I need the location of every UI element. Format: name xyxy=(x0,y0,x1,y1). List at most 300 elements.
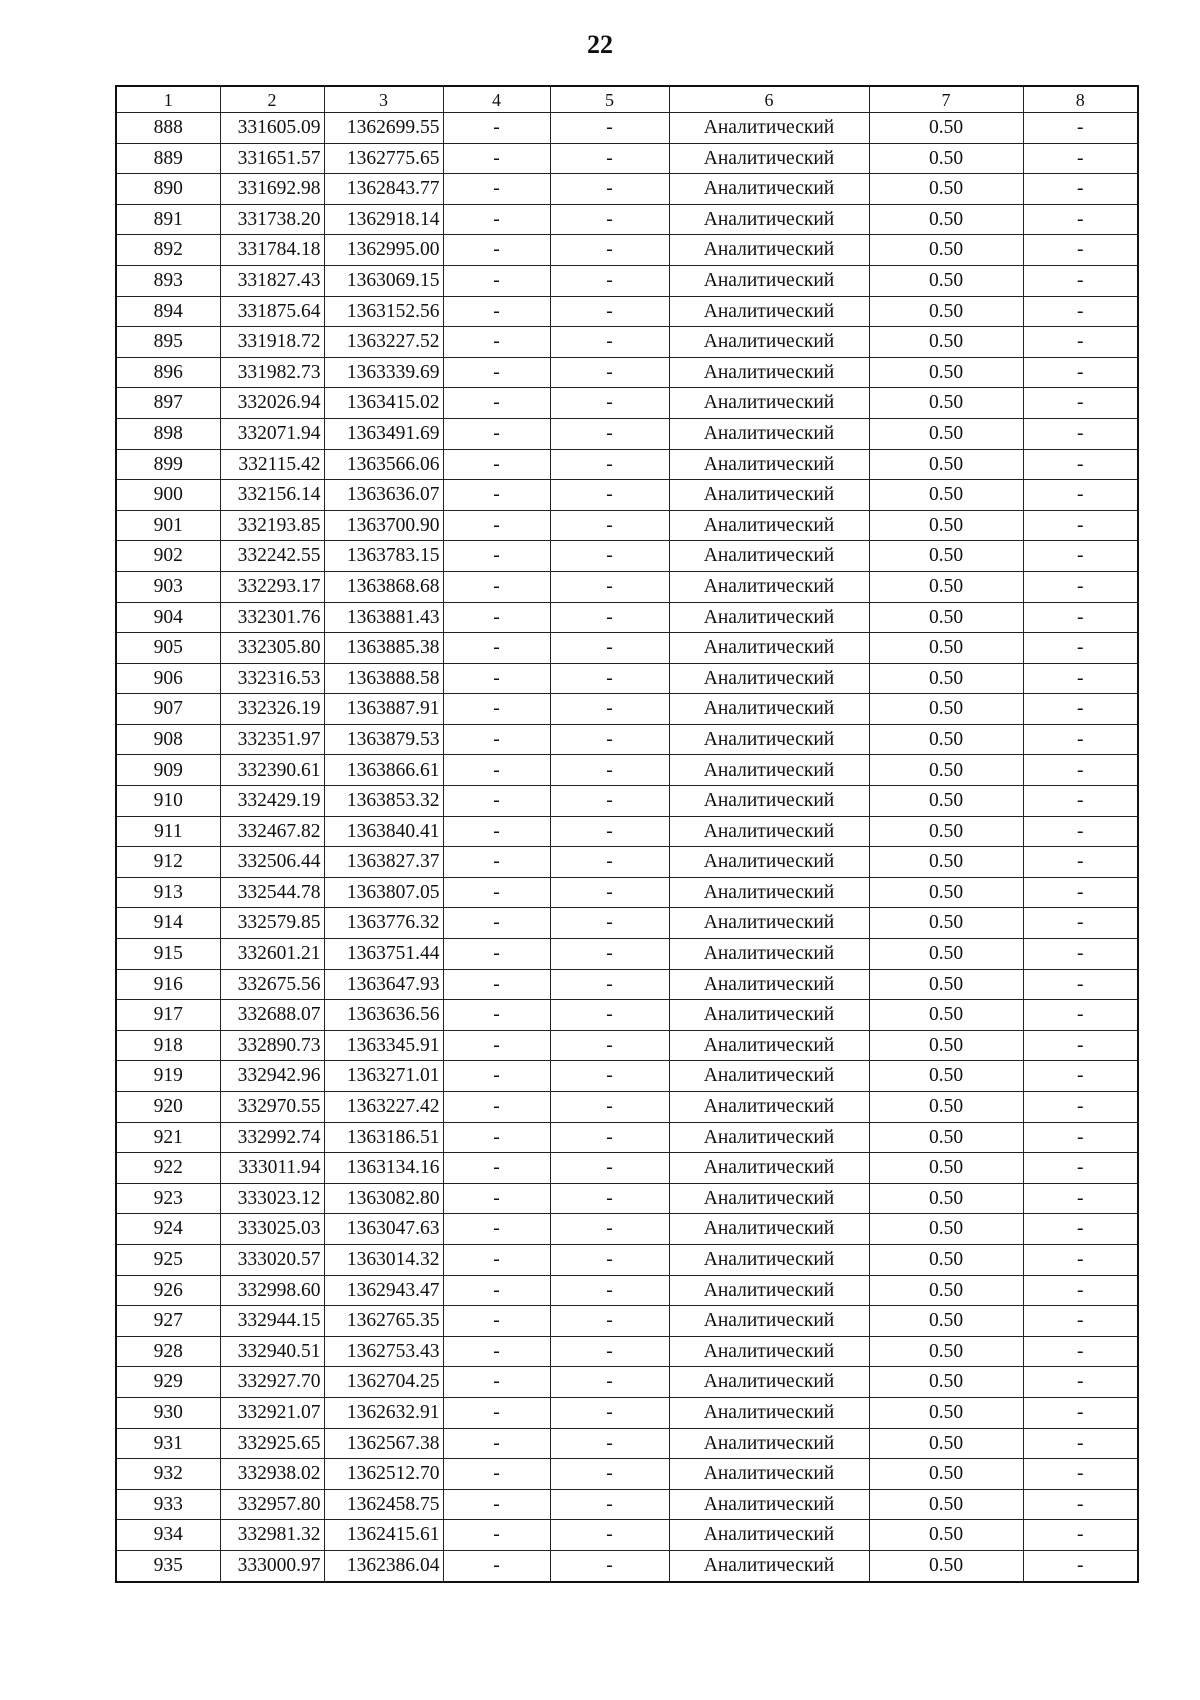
col5-cell: - xyxy=(550,1092,669,1123)
table-row xyxy=(116,265,1138,296)
table-row xyxy=(116,1153,1138,1184)
table-row xyxy=(116,143,1138,174)
x-coordinate-cell: 331651.57 xyxy=(220,143,324,174)
x-coordinate-cell: 331982.73 xyxy=(220,357,324,388)
col8-cell: - xyxy=(1023,1306,1138,1337)
col5-cell: - xyxy=(550,1122,669,1153)
col8-cell: - xyxy=(1023,908,1138,939)
column-header: 1 xyxy=(116,86,220,113)
x-coordinate-cell: 332544.78 xyxy=(220,877,324,908)
x-coordinate-cell: 332957.80 xyxy=(220,1489,324,1520)
point-number-cell: 934 xyxy=(116,1520,220,1551)
accuracy-cell: 0.50 xyxy=(869,786,1023,817)
accuracy-cell: 0.50 xyxy=(869,1214,1023,1245)
col5-cell: - xyxy=(550,969,669,1000)
col5-cell: - xyxy=(550,265,669,296)
y-coordinate-cell: 1363152.56 xyxy=(324,296,443,327)
col8-cell: - xyxy=(1023,1550,1138,1581)
accuracy-cell: 0.50 xyxy=(869,480,1023,511)
col5-cell: - xyxy=(550,388,669,419)
column-header: 5 xyxy=(550,86,669,113)
y-coordinate-cell: 1363339.69 xyxy=(324,357,443,388)
accuracy-cell: 0.50 xyxy=(869,755,1023,786)
col8-cell: - xyxy=(1023,1061,1138,1092)
point-number-cell: 902 xyxy=(116,541,220,572)
table-row xyxy=(116,786,1138,817)
point-number-cell: 915 xyxy=(116,939,220,970)
col8-cell: - xyxy=(1023,388,1138,419)
col5-cell: - xyxy=(550,1520,669,1551)
y-coordinate-cell: 1362943.47 xyxy=(324,1275,443,1306)
y-coordinate-cell: 1363271.01 xyxy=(324,1061,443,1092)
col5-cell: - xyxy=(550,1550,669,1581)
table-row xyxy=(116,388,1138,419)
col8-cell: - xyxy=(1023,235,1138,266)
accuracy-cell: 0.50 xyxy=(869,1183,1023,1214)
table-body xyxy=(116,113,1138,1582)
col8-cell: - xyxy=(1023,327,1138,358)
x-coordinate-cell: 333000.97 xyxy=(220,1550,324,1581)
col4-cell: - xyxy=(443,571,550,602)
y-coordinate-cell: 1363866.61 xyxy=(324,755,443,786)
x-coordinate-cell: 332688.07 xyxy=(220,1000,324,1031)
method-cell: Аналитический xyxy=(669,847,869,878)
y-coordinate-cell: 1363227.52 xyxy=(324,327,443,358)
y-coordinate-cell: 1363636.07 xyxy=(324,480,443,511)
table-row xyxy=(116,113,1138,144)
col8-cell: - xyxy=(1023,724,1138,755)
y-coordinate-cell: 1363827.37 xyxy=(324,847,443,878)
point-number-cell: 932 xyxy=(116,1459,220,1490)
table-row xyxy=(116,1000,1138,1031)
accuracy-cell: 0.50 xyxy=(869,816,1023,847)
method-cell: Аналитический xyxy=(669,908,869,939)
accuracy-cell: 0.50 xyxy=(869,449,1023,480)
x-coordinate-cell: 332992.74 xyxy=(220,1122,324,1153)
method-cell: Аналитический xyxy=(669,1520,869,1551)
point-number-cell: 905 xyxy=(116,633,220,664)
table-row xyxy=(116,1183,1138,1214)
x-coordinate-cell: 332293.17 xyxy=(220,571,324,602)
table-row xyxy=(116,755,1138,786)
x-coordinate-cell: 332925.65 xyxy=(220,1428,324,1459)
point-number-cell: 908 xyxy=(116,724,220,755)
point-number-cell: 894 xyxy=(116,296,220,327)
point-number-cell: 900 xyxy=(116,480,220,511)
col8-cell: - xyxy=(1023,1183,1138,1214)
x-coordinate-cell: 332942.96 xyxy=(220,1061,324,1092)
method-cell: Аналитический xyxy=(669,449,869,480)
x-coordinate-cell: 331784.18 xyxy=(220,235,324,266)
col5-cell: - xyxy=(550,1397,669,1428)
x-coordinate-cell: 332970.55 xyxy=(220,1092,324,1123)
col4-cell: - xyxy=(443,388,550,419)
x-coordinate-cell: 332301.76 xyxy=(220,602,324,633)
accuracy-cell: 0.50 xyxy=(869,1275,1023,1306)
method-cell: Аналитический xyxy=(669,265,869,296)
col8-cell: - xyxy=(1023,694,1138,725)
accuracy-cell: 0.50 xyxy=(869,1397,1023,1428)
x-coordinate-cell: 332071.94 xyxy=(220,418,324,449)
col4-cell: - xyxy=(443,1367,550,1398)
col4-cell: - xyxy=(443,1030,550,1061)
x-coordinate-cell: 331738.20 xyxy=(220,204,324,235)
point-number-cell: 896 xyxy=(116,357,220,388)
x-coordinate-cell: 332579.85 xyxy=(220,908,324,939)
col4-cell: - xyxy=(443,1336,550,1367)
table-row xyxy=(116,939,1138,970)
col8-cell: - xyxy=(1023,296,1138,327)
x-coordinate-cell: 332390.61 xyxy=(220,755,324,786)
point-number-cell: 898 xyxy=(116,418,220,449)
accuracy-cell: 0.50 xyxy=(869,541,1023,572)
accuracy-cell: 0.50 xyxy=(869,1000,1023,1031)
x-coordinate-cell: 332351.97 xyxy=(220,724,324,755)
col8-cell: - xyxy=(1023,265,1138,296)
col4-cell: - xyxy=(443,143,550,174)
accuracy-cell: 0.50 xyxy=(869,1550,1023,1581)
accuracy-cell: 0.50 xyxy=(869,969,1023,1000)
method-cell: Аналитический xyxy=(669,480,869,511)
point-number-cell: 923 xyxy=(116,1183,220,1214)
col4-cell: - xyxy=(443,816,550,847)
method-cell: Аналитический xyxy=(669,388,869,419)
accuracy-cell: 0.50 xyxy=(869,1428,1023,1459)
y-coordinate-cell: 1362918.14 xyxy=(324,204,443,235)
table-row xyxy=(116,1061,1138,1092)
x-coordinate-cell: 332675.56 xyxy=(220,969,324,1000)
x-coordinate-cell: 332998.60 xyxy=(220,1275,324,1306)
col5-cell: - xyxy=(550,1153,669,1184)
col4-cell: - xyxy=(443,877,550,908)
y-coordinate-cell: 1362632.91 xyxy=(324,1397,443,1428)
col5-cell: - xyxy=(550,235,669,266)
y-coordinate-cell: 1363647.93 xyxy=(324,969,443,1000)
point-number-cell: 889 xyxy=(116,143,220,174)
point-number-cell: 935 xyxy=(116,1550,220,1581)
page-number: 22 xyxy=(587,30,613,59)
table-row xyxy=(116,1489,1138,1520)
x-coordinate-cell: 332316.53 xyxy=(220,663,324,694)
method-cell: Аналитический xyxy=(669,113,869,144)
point-number-cell: 913 xyxy=(116,877,220,908)
table-row xyxy=(116,174,1138,205)
col4-cell: - xyxy=(443,1214,550,1245)
accuracy-cell: 0.50 xyxy=(869,204,1023,235)
table-row xyxy=(116,1550,1138,1581)
point-number-cell: 890 xyxy=(116,174,220,205)
col8-cell: - xyxy=(1023,1275,1138,1306)
accuracy-cell: 0.50 xyxy=(869,296,1023,327)
point-number-cell: 911 xyxy=(116,816,220,847)
method-cell: Аналитический xyxy=(669,1153,869,1184)
method-cell: Аналитический xyxy=(669,327,869,358)
method-cell: Аналитический xyxy=(669,602,869,633)
col8-cell: - xyxy=(1023,480,1138,511)
x-coordinate-cell: 332193.85 xyxy=(220,510,324,541)
y-coordinate-cell: 1362775.65 xyxy=(324,143,443,174)
point-number-cell: 933 xyxy=(116,1489,220,1520)
table-row xyxy=(116,663,1138,694)
col4-cell: - xyxy=(443,969,550,1000)
x-coordinate-cell: 332305.80 xyxy=(220,633,324,664)
method-cell: Аналитический xyxy=(669,1489,869,1520)
x-coordinate-cell: 332242.55 xyxy=(220,541,324,572)
accuracy-cell: 0.50 xyxy=(869,265,1023,296)
x-coordinate-cell: 332156.14 xyxy=(220,480,324,511)
col5-cell: - xyxy=(550,357,669,388)
y-coordinate-cell: 1363134.16 xyxy=(324,1153,443,1184)
method-cell: Аналитический xyxy=(669,1214,869,1245)
col8-cell: - xyxy=(1023,1459,1138,1490)
col5-cell: - xyxy=(550,663,669,694)
accuracy-cell: 0.50 xyxy=(869,1336,1023,1367)
point-number-cell: 888 xyxy=(116,113,220,144)
col5-cell: - xyxy=(550,296,669,327)
y-coordinate-cell: 1362567.38 xyxy=(324,1428,443,1459)
accuracy-cell: 0.50 xyxy=(869,510,1023,541)
table-row xyxy=(116,1275,1138,1306)
point-number-cell: 910 xyxy=(116,786,220,817)
x-coordinate-cell: 332940.51 xyxy=(220,1336,324,1367)
col4-cell: - xyxy=(443,1000,550,1031)
x-coordinate-cell: 333023.12 xyxy=(220,1183,324,1214)
accuracy-cell: 0.50 xyxy=(869,633,1023,664)
table-row xyxy=(116,816,1138,847)
table-row xyxy=(116,1520,1138,1551)
col8-cell: - xyxy=(1023,969,1138,1000)
col8-cell: - xyxy=(1023,786,1138,817)
method-cell: Аналитический xyxy=(669,786,869,817)
table-row xyxy=(116,633,1138,664)
y-coordinate-cell: 1362415.61 xyxy=(324,1520,443,1551)
col5-cell: - xyxy=(550,541,669,572)
col8-cell: - xyxy=(1023,1214,1138,1245)
col8-cell: - xyxy=(1023,633,1138,664)
table-row xyxy=(116,908,1138,939)
column-header: 7 xyxy=(869,86,1023,113)
method-cell: Аналитический xyxy=(669,755,869,786)
accuracy-cell: 0.50 xyxy=(869,908,1023,939)
table-row xyxy=(116,847,1138,878)
col5-cell: - xyxy=(550,327,669,358)
col4-cell: - xyxy=(443,113,550,144)
method-cell: Аналитический xyxy=(669,1459,869,1490)
col5-cell: - xyxy=(550,694,669,725)
col8-cell: - xyxy=(1023,847,1138,878)
col5-cell: - xyxy=(550,724,669,755)
method-cell: Аналитический xyxy=(669,877,869,908)
x-coordinate-cell: 332981.32 xyxy=(220,1520,324,1551)
col8-cell: - xyxy=(1023,541,1138,572)
column-header: 3 xyxy=(324,86,443,113)
y-coordinate-cell: 1363887.91 xyxy=(324,694,443,725)
table-row xyxy=(116,296,1138,327)
col5-cell: - xyxy=(550,418,669,449)
method-cell: Аналитический xyxy=(669,418,869,449)
col4-cell: - xyxy=(443,449,550,480)
col4-cell: - xyxy=(443,724,550,755)
table-row xyxy=(116,327,1138,358)
col8-cell: - xyxy=(1023,1367,1138,1398)
col5-cell: - xyxy=(550,1214,669,1245)
y-coordinate-cell: 1363082.80 xyxy=(324,1183,443,1214)
col4-cell: - xyxy=(443,510,550,541)
y-coordinate-cell: 1363888.58 xyxy=(324,663,443,694)
method-cell: Аналитический xyxy=(669,296,869,327)
col8-cell: - xyxy=(1023,1489,1138,1520)
y-coordinate-cell: 1363879.53 xyxy=(324,724,443,755)
col4-cell: - xyxy=(443,204,550,235)
col4-cell: - xyxy=(443,1061,550,1092)
method-cell: Аналитический xyxy=(669,1367,869,1398)
method-cell: Аналитический xyxy=(669,969,869,1000)
col4-cell: - xyxy=(443,602,550,633)
col4-cell: - xyxy=(443,1306,550,1337)
point-number-cell: 893 xyxy=(116,265,220,296)
point-number-cell: 906 xyxy=(116,663,220,694)
accuracy-cell: 0.50 xyxy=(869,418,1023,449)
col8-cell: - xyxy=(1023,571,1138,602)
x-coordinate-cell: 332115.42 xyxy=(220,449,324,480)
point-number-cell: 891 xyxy=(116,204,220,235)
col8-cell: - xyxy=(1023,174,1138,205)
method-cell: Аналитический xyxy=(669,571,869,602)
table-row xyxy=(116,1244,1138,1275)
x-coordinate-cell: 333020.57 xyxy=(220,1244,324,1275)
accuracy-cell: 0.50 xyxy=(869,847,1023,878)
accuracy-cell: 0.50 xyxy=(869,1520,1023,1551)
x-coordinate-cell: 332506.44 xyxy=(220,847,324,878)
y-coordinate-cell: 1362995.00 xyxy=(324,235,443,266)
y-coordinate-cell: 1363186.51 xyxy=(324,1122,443,1153)
accuracy-cell: 0.50 xyxy=(869,1030,1023,1061)
accuracy-cell: 0.50 xyxy=(869,663,1023,694)
col4-cell: - xyxy=(443,480,550,511)
accuracy-cell: 0.50 xyxy=(869,1306,1023,1337)
col5-cell: - xyxy=(550,1428,669,1459)
table-row xyxy=(116,1030,1138,1061)
method-cell: Аналитический xyxy=(669,1275,869,1306)
col4-cell: - xyxy=(443,541,550,572)
y-coordinate-cell: 1363636.56 xyxy=(324,1000,443,1031)
method-cell: Аналитический xyxy=(669,1183,869,1214)
y-coordinate-cell: 1363776.32 xyxy=(324,908,443,939)
table-row xyxy=(116,1214,1138,1245)
accuracy-cell: 0.50 xyxy=(869,388,1023,419)
col5-cell: - xyxy=(550,143,669,174)
point-number-cell: 907 xyxy=(116,694,220,725)
table-row xyxy=(116,877,1138,908)
x-coordinate-cell: 333025.03 xyxy=(220,1214,324,1245)
col8-cell: - xyxy=(1023,1000,1138,1031)
table-row xyxy=(116,724,1138,755)
point-number-cell: 920 xyxy=(116,1092,220,1123)
point-number-cell: 914 xyxy=(116,908,220,939)
x-coordinate-cell: 332921.07 xyxy=(220,1397,324,1428)
point-number-cell: 903 xyxy=(116,571,220,602)
col4-cell: - xyxy=(443,1275,550,1306)
col5-cell: - xyxy=(550,755,669,786)
x-coordinate-cell: 331918.72 xyxy=(220,327,324,358)
col5-cell: - xyxy=(550,1061,669,1092)
table-row xyxy=(116,357,1138,388)
point-number-cell: 921 xyxy=(116,1122,220,1153)
col8-cell: - xyxy=(1023,1122,1138,1153)
accuracy-cell: 0.50 xyxy=(869,1367,1023,1398)
x-coordinate-cell: 331692.98 xyxy=(220,174,324,205)
point-number-cell: 925 xyxy=(116,1244,220,1275)
col8-cell: - xyxy=(1023,204,1138,235)
y-coordinate-cell: 1363566.06 xyxy=(324,449,443,480)
method-cell: Аналитический xyxy=(669,174,869,205)
col5-cell: - xyxy=(550,633,669,664)
point-number-cell: 917 xyxy=(116,1000,220,1031)
table-row xyxy=(116,204,1138,235)
y-coordinate-cell: 1362458.75 xyxy=(324,1489,443,1520)
col8-cell: - xyxy=(1023,663,1138,694)
x-coordinate-cell: 332326.19 xyxy=(220,694,324,725)
col4-cell: - xyxy=(443,418,550,449)
col8-cell: - xyxy=(1023,449,1138,480)
point-number-cell: 897 xyxy=(116,388,220,419)
accuracy-cell: 0.50 xyxy=(869,694,1023,725)
point-number-cell: 930 xyxy=(116,1397,220,1428)
method-cell: Аналитический xyxy=(669,1092,869,1123)
table-row xyxy=(116,1367,1138,1398)
table-row xyxy=(116,571,1138,602)
point-number-cell: 926 xyxy=(116,1275,220,1306)
method-cell: Аналитический xyxy=(669,1122,869,1153)
col8-cell: - xyxy=(1023,755,1138,786)
col5-cell: - xyxy=(550,204,669,235)
y-coordinate-cell: 1363881.43 xyxy=(324,602,443,633)
col4-cell: - xyxy=(443,1183,550,1214)
y-coordinate-cell: 1363783.15 xyxy=(324,541,443,572)
col4-cell: - xyxy=(443,847,550,878)
col5-cell: - xyxy=(550,1489,669,1520)
point-number-cell: 892 xyxy=(116,235,220,266)
method-cell: Аналитический xyxy=(669,235,869,266)
method-cell: Аналитический xyxy=(669,1030,869,1061)
y-coordinate-cell: 1363840.41 xyxy=(324,816,443,847)
col8-cell: - xyxy=(1023,1030,1138,1061)
col4-cell: - xyxy=(443,1550,550,1581)
y-coordinate-cell: 1363227.42 xyxy=(324,1092,443,1123)
point-number-cell: 928 xyxy=(116,1336,220,1367)
coordinates-table xyxy=(115,85,1139,1583)
table-row xyxy=(116,694,1138,725)
col4-cell: - xyxy=(443,1397,550,1428)
method-cell: Аналитический xyxy=(669,724,869,755)
column-header: 8 xyxy=(1023,86,1138,113)
col8-cell: - xyxy=(1023,1428,1138,1459)
col8-cell: - xyxy=(1023,1336,1138,1367)
point-number-cell: 901 xyxy=(116,510,220,541)
point-number-cell: 895 xyxy=(116,327,220,358)
point-number-cell: 919 xyxy=(116,1061,220,1092)
method-cell: Аналитический xyxy=(669,939,869,970)
col5-cell: - xyxy=(550,510,669,541)
accuracy-cell: 0.50 xyxy=(869,939,1023,970)
accuracy-cell: 0.50 xyxy=(869,174,1023,205)
x-coordinate-cell: 331827.43 xyxy=(220,265,324,296)
method-cell: Аналитический xyxy=(669,204,869,235)
method-cell: Аналитический xyxy=(669,816,869,847)
col4-cell: - xyxy=(443,265,550,296)
accuracy-cell: 0.50 xyxy=(869,1244,1023,1275)
accuracy-cell: 0.50 xyxy=(869,1459,1023,1490)
